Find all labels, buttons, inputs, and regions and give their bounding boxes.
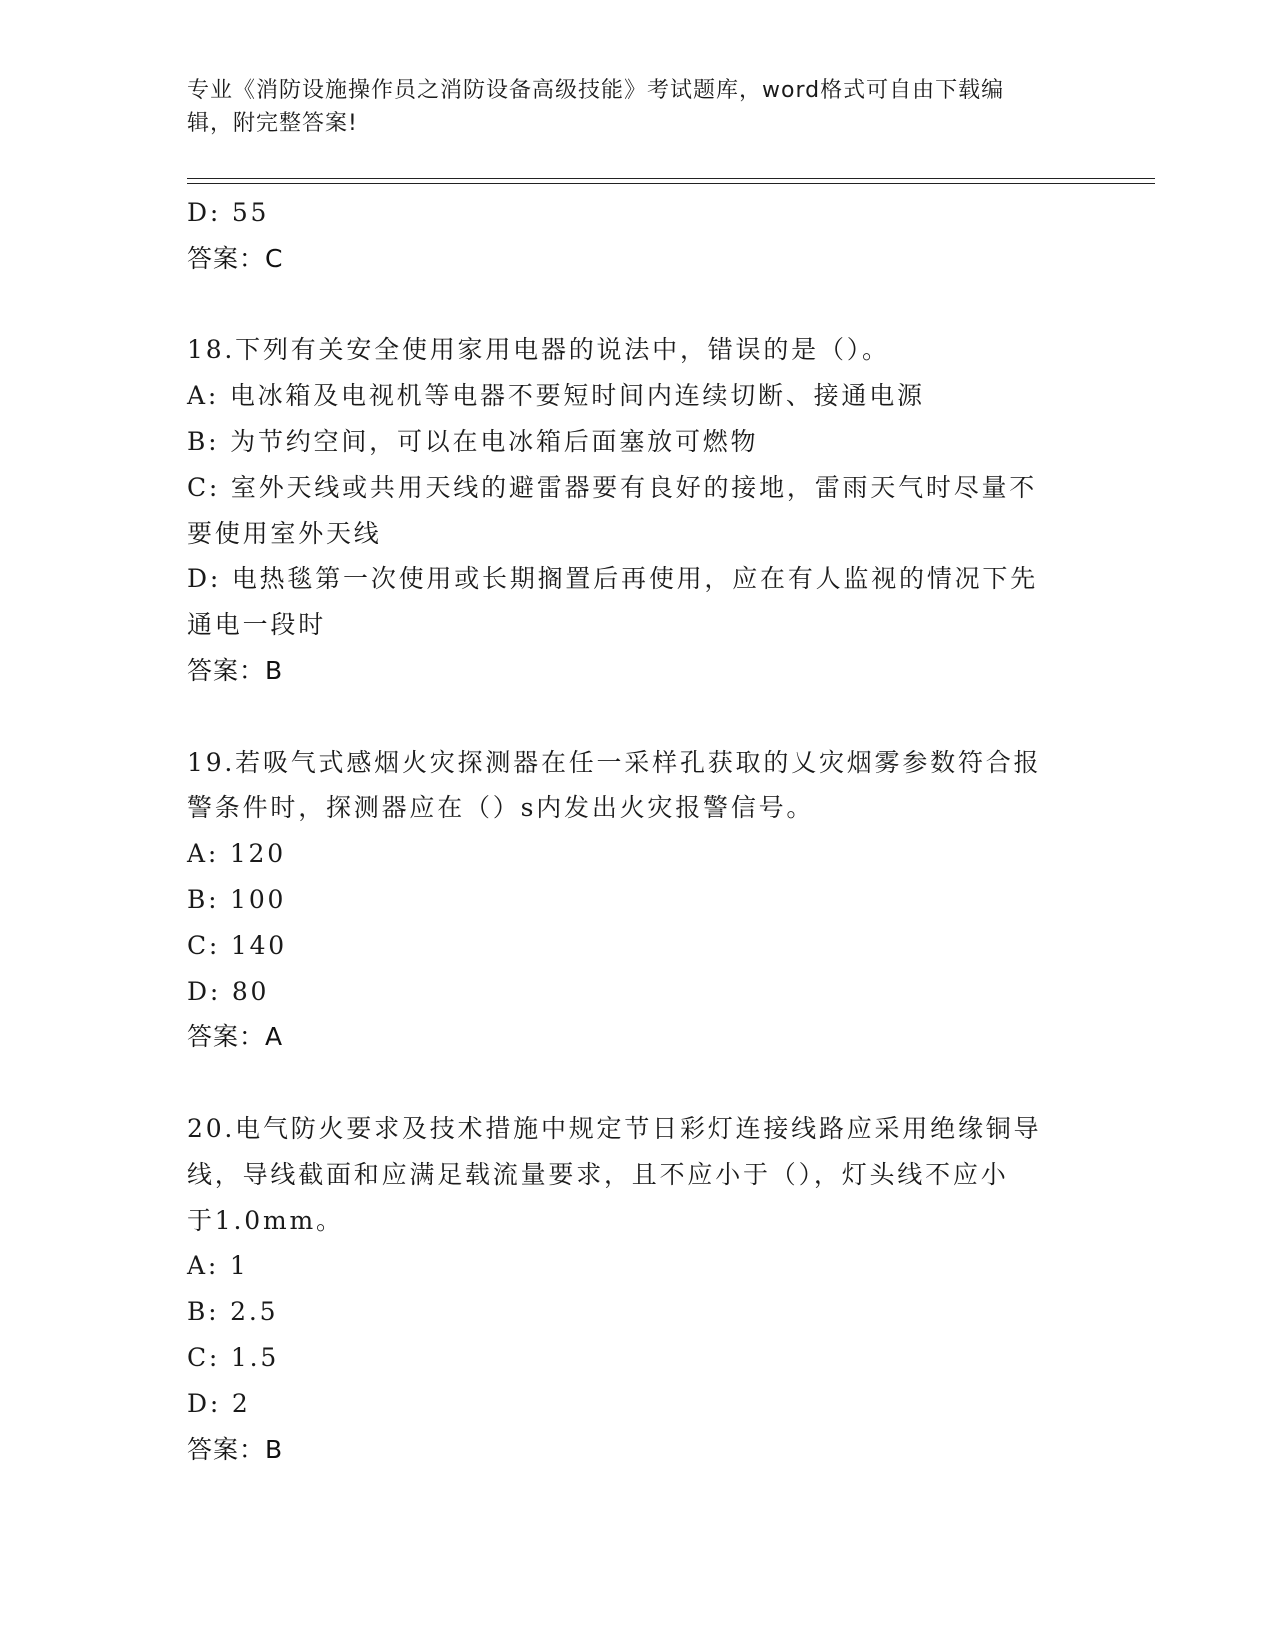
option-b: B: 为节约空间，可以在电冰箱后面塞放可燃物	[187, 426, 759, 456]
spacer	[187, 1060, 1087, 1106]
option-d: D: 55	[187, 198, 270, 227]
question-stem-continued: 线，导线截面和应满足载流量要求，且不应小于（），灯头线不应小	[187, 1159, 1009, 1189]
answer-line: 答案：B	[187, 1434, 284, 1464]
option-b: B: 100	[187, 884, 287, 914]
option-b: B: 2.5	[187, 1297, 279, 1327]
spacer	[187, 694, 1087, 740]
question-stem: 18.下列有关安全使用家用电器的说法中，错误的是（）。	[187, 335, 890, 365]
question-20	[187, 1106, 1087, 1472]
header-line-1: 专业《消防设施操作员之消防设备高级技能》考试题库，word格式可自由下载编	[187, 78, 1005, 103]
question-stem: 19.若吸气式感烟火灾探测器在任一采样孔获取的乂灾烟雾参数符合报	[187, 747, 1042, 777]
header-divider-bottom	[187, 183, 1155, 184]
question-18	[187, 327, 1087, 693]
option-a: A: 120	[187, 839, 286, 869]
header-divider-top	[187, 178, 1155, 179]
question-stem: 20.电气防火要求及技术措施中规定节日彩灯连接线路应采用绝缘铜导	[187, 1113, 1042, 1143]
question-stem-continued: 警条件时，探测器应在（）s内发出火灾报警信号。	[187, 793, 815, 823]
option-c: C: 室外天线或共用天线的避雷器要有良好的接地，雷雨天气时尽量不	[187, 472, 1038, 502]
option-d: D: 80	[187, 976, 270, 1006]
question-19	[187, 740, 1087, 1061]
question-17-tail	[187, 190, 1087, 282]
header-line-2: 辑，附完整答案!	[187, 111, 358, 136]
question-stem-continued: 于1.0mm。	[187, 1205, 344, 1235]
option-c-continued: 要使用室外天线	[187, 518, 382, 548]
question-list	[187, 190, 1087, 1472]
option-a: A: 电冰箱及电视机等电器不要短时间内连续切断、接通电源	[187, 381, 925, 411]
page-header	[187, 74, 1067, 140]
option-a: A: 1	[187, 1251, 249, 1281]
answer-line: 答案：C	[187, 243, 284, 273]
option-d: D: 电热毯第一次使用或长期搁置后再使用，应在有人监视的情况下先	[187, 564, 1039, 594]
spacer	[187, 282, 1087, 328]
option-c: C: 1.5	[187, 1342, 280, 1372]
answer-line: 答案：A	[187, 1022, 284, 1052]
option-d-continued: 通电一段时	[187, 610, 327, 640]
option-c: C: 140	[187, 930, 288, 960]
option-d: D: 2	[187, 1388, 251, 1418]
answer-line: 答案：B	[187, 655, 284, 685]
